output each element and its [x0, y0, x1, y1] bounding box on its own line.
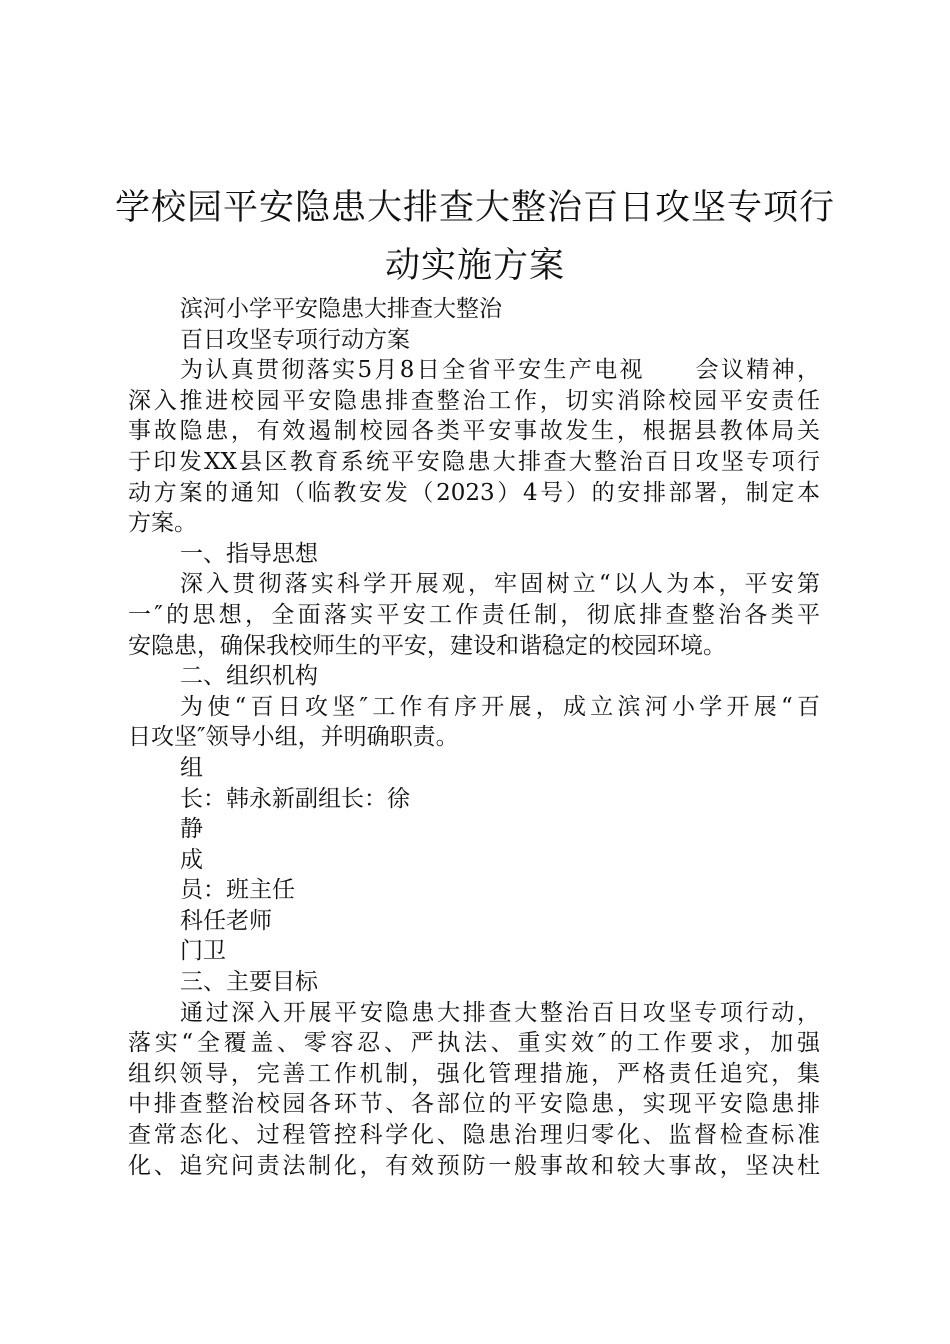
document-text-line: 日攻坚″领导小组，并明确职责。	[128, 724, 459, 751]
document-text-line: 动方案的通知（临教安发（2023）4号）的安排部署，制定本	[128, 479, 820, 506]
document-text-line: 三、主要目标	[180, 969, 318, 996]
document-title-line-1: 学校园平安隐患大排查大整治百日攻坚专项行	[114, 188, 835, 228]
document-text-line: 通过深入开展平安隐患大排查大整治百日攻坚专项行动，	[180, 999, 820, 1026]
document-text-line: 查常态化、过程管控科学化、隐患治理归零化、监督检查标准	[128, 1122, 820, 1149]
document-text-line: 中排查整治校园各环节、各部位的平安隐患，实现平安隐患排	[128, 1091, 820, 1118]
document-text-line: 于印发XX县区教育系统平安隐患大排查大整治百日攻坚专项行	[128, 448, 820, 475]
document-text-line: 一、指导思想	[180, 540, 318, 567]
document-text-line: 静	[180, 816, 203, 843]
document-text-line: 二、组织机构	[180, 663, 318, 690]
document-text-line: 成	[180, 846, 203, 873]
document-text-line: 方案。	[128, 510, 197, 537]
document-text-line: 深入推进校园平安隐患排查整治工作，切实消除校园平安责任	[128, 387, 820, 414]
document-text-line: 员：班主任	[180, 877, 295, 904]
document-text-line: 化、追究问责法制化，有效预防一般事故和较大事故，坚决杜	[128, 1152, 820, 1179]
document-title-line-2: 动实施方案	[384, 246, 565, 286]
document-text-line: 组	[180, 754, 203, 781]
document-text-line: 深入贯彻落实科学开展观，牢固树立“以人为本，平安第	[180, 571, 820, 598]
document-text-line: 长：韩永新副组长：徐	[180, 785, 410, 812]
document-text-line: 落实“全覆盖、零容忍、严执法、重实效″的工作要求，加强	[128, 1030, 820, 1057]
document-text-line: 滨河小学平安隐患大排查大整治	[180, 296, 502, 322]
document-text-line: 门卫	[180, 938, 226, 965]
document-text-line: 为使“百日攻坚″工作有序开展，成立滨河小学开展“百	[180, 693, 820, 720]
document-text-line: 一″的思想，全面落实平安工作责任制，彻底排查整治各类平	[128, 601, 820, 628]
document-body	[128, 294, 820, 1181]
document-text-line: 安隐患，确保我校师生的平安，建设和谐稳定的校园环境。	[128, 632, 726, 659]
document-text-line: 事故隐患，有效遏制校园各类平安事故发生，根据县教体局关	[128, 418, 820, 445]
document-text-line: 为认真贯彻落实5月8日全省平安生产电视 会议精神，	[180, 357, 820, 384]
document-text-line: 百日攻坚专项行动方案	[180, 326, 410, 353]
document-text-line: 科任老师	[180, 907, 272, 934]
document-text-line: 组织领导，完善工作机制，强化管理措施，严格责任追究，集	[128, 1060, 820, 1087]
